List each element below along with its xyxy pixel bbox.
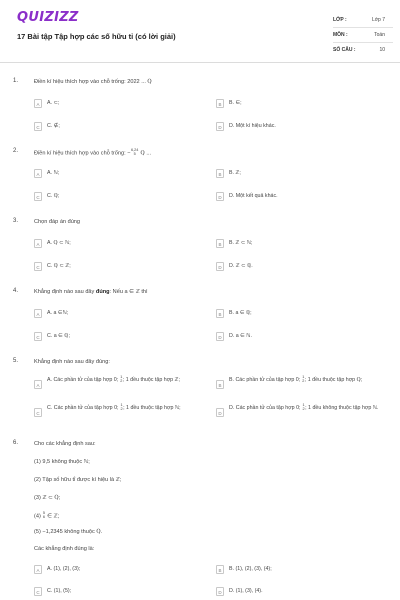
option-c[interactable] — [34, 404, 204, 424]
option-text: B. a ∈ ℚ; — [229, 310, 252, 316]
question-number: 6. — [13, 440, 19, 446]
option-text: D. Một kí hiệu khác. — [229, 123, 276, 129]
fraction — [131, 149, 138, 157]
option-letter: B — [216, 380, 224, 389]
option-letter: D — [216, 262, 224, 271]
option-text: A. (1), (2), (3); — [47, 566, 81, 572]
option-d[interactable] — [216, 121, 386, 133]
option-letter: B — [216, 309, 224, 318]
option-letter: D — [216, 332, 224, 341]
question-number: 5. — [13, 358, 19, 364]
question-text: Cho các khẳng định sau: — [34, 441, 96, 447]
option-text-start: B. Các phần tử của tập hợp 0; — [229, 377, 302, 384]
option-c[interactable] — [34, 261, 194, 273]
meta-value: Lớp 7 — [371, 17, 385, 23]
option-letter: B — [216, 169, 224, 178]
option-letter: C — [34, 408, 42, 417]
fraction-denominator: 2 — [120, 378, 123, 383]
option-text: B. ℤ; — [229, 170, 241, 176]
option-letter: A — [34, 99, 42, 108]
question-text: Điền kí hiệu thích hợp vào chỗ trống: 2022 ... ℚ — [34, 79, 152, 85]
option-letter: D — [216, 587, 224, 596]
option-text: C. ∉; — [47, 123, 60, 129]
option-letter: C — [34, 122, 42, 131]
option-text: C. (1), (5); — [47, 588, 72, 594]
option-c[interactable] — [34, 586, 194, 598]
option-letter: C — [34, 192, 42, 201]
option-text-end: ; 1 đều không thuộc tập hợp ℕ. — [305, 405, 379, 412]
meta-table — [333, 13, 393, 57]
option-b[interactable] — [216, 564, 386, 576]
option-c[interactable] — [34, 331, 194, 343]
option-text: D. Một kết quả khác. — [229, 193, 278, 199]
option-text — [47, 404, 197, 412]
option-a[interactable] — [34, 564, 194, 576]
option-letter: C — [34, 332, 42, 341]
question-text — [34, 149, 151, 157]
option-letter: C — [34, 587, 42, 596]
option-text-start: D. Các phần tử của tập hợp 0; — [229, 405, 302, 412]
fraction-numerator: 5 — [42, 511, 46, 515]
question-number: 4. — [13, 288, 19, 294]
option-text-start: C. Các phần tử của tập hợp 0; — [47, 405, 120, 412]
option-a[interactable] — [34, 238, 194, 250]
option-text: C. ℚ; — [47, 193, 60, 199]
option-letter: A — [34, 239, 42, 248]
option-b[interactable] — [216, 308, 386, 320]
option-letter: D — [216, 122, 224, 131]
answer-prompt: Các khẳng định đúng là: — [34, 546, 95, 552]
option-text: A. ℚ ⊂ ℕ; — [47, 240, 71, 246]
option-b[interactable] — [216, 168, 386, 180]
option-text: C. a ∈ ℚ; — [47, 333, 70, 339]
option-d[interactable] — [216, 586, 386, 598]
option-a[interactable] — [34, 98, 194, 110]
meta-value: 10 — [379, 47, 385, 53]
option-letter: A — [34, 309, 42, 318]
option-text: D. a ∈ ℕ. — [229, 333, 252, 339]
option-text — [229, 404, 379, 412]
fraction-numerator: 1 — [120, 403, 123, 407]
meta-value: Toán — [374, 32, 385, 38]
option-text-end: ; 1 đều thuộc tập hợp ℕ; — [123, 405, 181, 412]
fraction-denominator: 5 — [133, 151, 136, 156]
option-letter: B — [216, 239, 224, 248]
question-text: Chọn đáp án đúng — [34, 219, 81, 225]
option-text-end: ; 1 đều thuộc tập hợp ℚ; — [304, 377, 363, 384]
question-text: Khẳng định nào sau đây đúng: — [34, 359, 110, 365]
option-text — [47, 376, 197, 384]
option-d[interactable] — [216, 191, 386, 203]
option-letter: A — [34, 380, 42, 389]
meta-row-subject — [333, 28, 393, 43]
option-b[interactable] — [216, 98, 386, 110]
option-a[interactable] — [34, 308, 194, 320]
option-d[interactable] — [216, 331, 386, 343]
option-b[interactable] — [216, 376, 386, 396]
statement-3: (3) ℤ ⊂ ℚ; — [34, 495, 61, 501]
option-text: A. ℕ; — [47, 170, 60, 176]
statement-4 — [34, 512, 59, 520]
option-text — [229, 376, 379, 384]
option-letter: D — [216, 408, 224, 417]
meta-row-count — [333, 43, 393, 57]
statement-5: (5) −1,2345 không thuộc ℚ. — [34, 529, 103, 535]
option-d[interactable] — [216, 404, 386, 424]
fraction-denominator: 2 — [302, 378, 305, 383]
statement-4-label: (4) — [34, 513, 43, 520]
meta-key: MÔN : — [333, 32, 348, 38]
option-text: C. ℚ ⊂ ℤ; — [47, 263, 71, 269]
statement-1: (1) 9,5 không thuộc ℕ; — [34, 459, 90, 465]
worksheet-title: 17 Bài tập Tập hợp các số hữu tỉ (có lời giải) — [17, 32, 176, 41]
option-text: A. a ∈ℕ; — [47, 310, 69, 316]
option-text: D. (1), (3), (4). — [229, 588, 263, 594]
question-text-end: : Nếu a ∈ ℤ thì — [109, 289, 148, 295]
option-text-end: ; 1 đều thuộc tập hợp ℤ; — [122, 377, 180, 384]
worksheet-header — [0, 0, 400, 63]
meta-key: LỚP : — [333, 17, 347, 23]
question-text-start: Khẳng định nào sau đây — [34, 289, 96, 295]
question-text-end: ℚ ... — [138, 150, 152, 157]
meta-row-class — [333, 13, 393, 28]
question-text-start: Điền kí hiệu thích hợp vào chỗ trống: − — [34, 150, 131, 157]
question-number: 2. — [13, 148, 19, 154]
option-text: D. ℤ ⊂ ℚ. — [229, 263, 253, 269]
option-text: B. ℤ ⊂ ℕ; — [229, 240, 253, 246]
option-b[interactable] — [216, 238, 386, 250]
question-text — [34, 289, 148, 295]
option-letter: A — [34, 169, 42, 178]
option-c[interactable] — [34, 191, 194, 203]
question-number: 1. — [13, 78, 19, 84]
fraction-denominator: 6 — [42, 514, 46, 519]
statement-2: (2) Tập số hữu tỉ được kí hiệu là ℤ; — [34, 477, 122, 483]
fraction-numerator: 1 — [302, 375, 305, 379]
meta-key: SỐ CÂU : — [333, 47, 356, 53]
question-number: 3. — [13, 218, 19, 224]
option-letter: C — [34, 262, 42, 271]
option-text: B. ∈; — [229, 100, 242, 106]
option-a[interactable] — [34, 376, 204, 396]
question-text-emphasis: đúng — [95, 289, 110, 295]
option-letter: B — [216, 565, 224, 574]
fraction-numerator: 6,24 — [131, 148, 139, 152]
quizizz-logo: QUIZIZZ — [17, 10, 79, 25]
option-d[interactable] — [216, 261, 386, 273]
fraction-denominator: 2 — [120, 406, 123, 411]
option-text: B. (1), (2), (3), (4); — [229, 566, 272, 572]
fraction-denominator: 2 — [302, 406, 305, 411]
fraction-numerator: 1 — [302, 403, 305, 407]
option-letter: A — [34, 565, 42, 574]
option-text-start: A. Các phần tử của tập hợp 0; — [47, 377, 120, 384]
option-letter: B — [216, 99, 224, 108]
statement-4-text: ∈ ℤ; — [45, 513, 60, 520]
fraction-numerator: 1 — [120, 375, 123, 379]
option-a[interactable] — [34, 168, 194, 180]
option-letter: D — [216, 192, 224, 201]
option-text: A. ⊂; — [47, 100, 60, 106]
option-c[interactable] — [34, 121, 194, 133]
